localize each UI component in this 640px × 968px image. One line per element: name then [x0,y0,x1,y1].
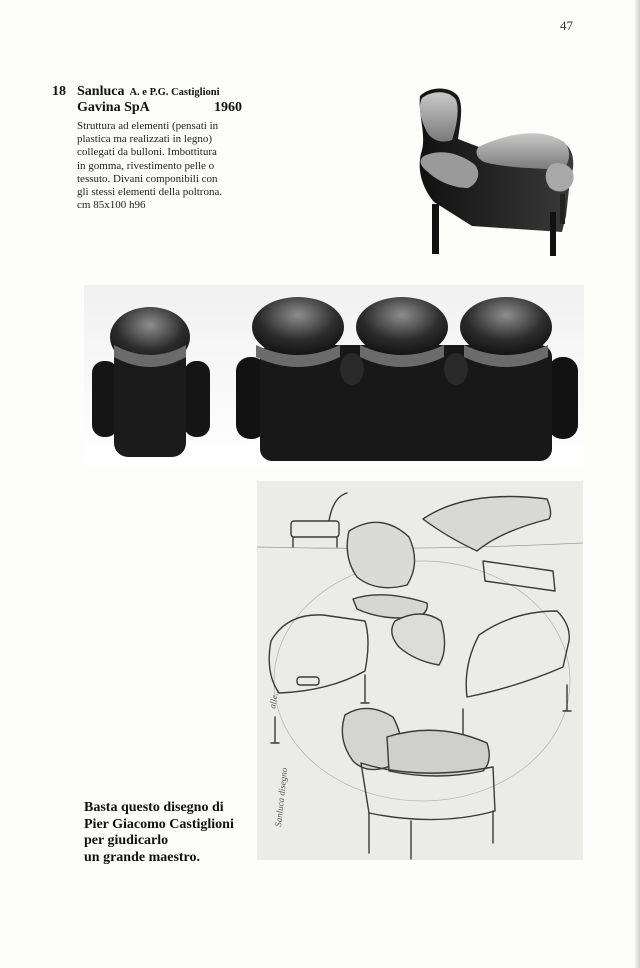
entry-heading-row-2 [52,100,242,116]
armchair-leg-side [550,212,556,256]
description-line: gli stessi elementi della poltrona. [77,186,223,199]
page-spine-shadow [634,0,640,968]
entry-designers: A. e P.G. Castiglioni [129,87,220,98]
sofa-backrest-2 [356,297,448,357]
armchair-arm-right [546,163,574,191]
pencil-sketch [257,481,583,860]
description-line: collegati da bulloni. Imbottitura [77,146,217,159]
description-line: tessuto. Divani componibili con [77,172,218,185]
entry-company: Gavina SpA [77,100,150,115]
armchair-leg-back [560,194,565,224]
description-line: cm 85x100 h96 [77,199,146,212]
armchair-leg-front [432,204,439,254]
three-seat-sofa [236,297,578,461]
caption-line: un grande maestro. [84,849,201,865]
entry-description [77,120,237,212]
sofa-backrest-1 [252,297,344,357]
entry-title: Sanluca [77,84,125,99]
caption-line: Pier Giacomo Castiglioni [84,816,234,832]
sketch-annotation-1: alle... [267,687,281,710]
sketch-annotation-2: Sanluca disegno [273,767,290,828]
description-line: plastica ma realizzati in legno) [77,133,212,146]
caption-line: Basta questo disegno di [84,800,224,815]
entry-year: 1960 [214,100,242,115]
sofa-backrest-3 [460,297,552,357]
entry-heading [52,84,242,116]
entry-heading-row-1 [52,84,242,100]
armchair-photo [402,84,582,260]
description-line: Struttura ad elementi (pensati in [77,120,219,132]
sketch-caption [84,800,249,866]
page-number: 47 [560,18,573,33]
entry-number: 18 [52,84,66,99]
description-line: in gomma, rivestimento pelle o [77,159,215,172]
caption-line: per giudicarlo [84,833,169,848]
sofa-photo [84,285,584,465]
sketch-paper [257,481,583,860]
